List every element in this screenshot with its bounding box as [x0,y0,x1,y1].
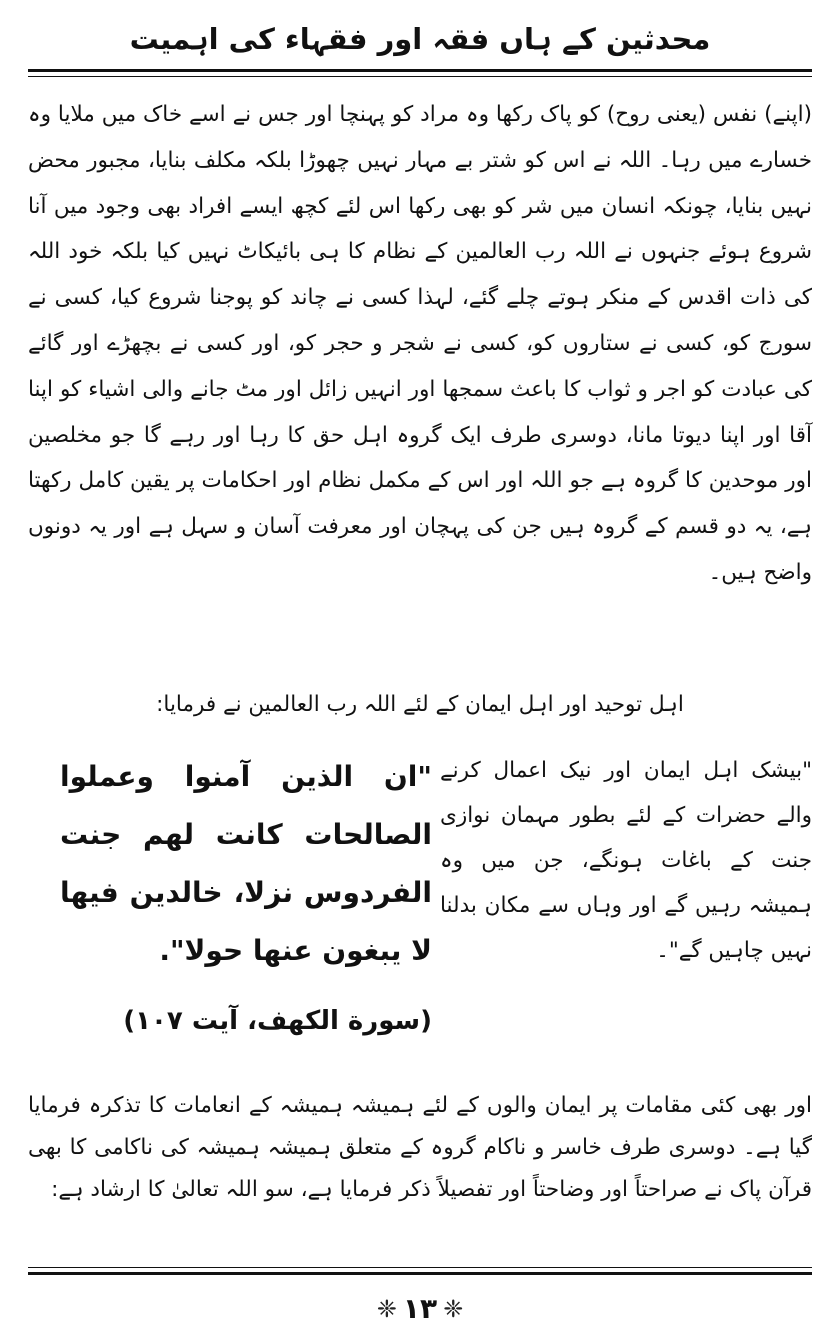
footer-rule-thin [28,1267,812,1268]
header-rule-thick [28,69,812,72]
body-paragraph [28,92,812,596]
body-paragraph-text: (اپنے) نفس (یعنی روح) کو پاک رکھا وہ مراد کو پہنچا اور جس نے اسے خاک میں ملایا وہ خسارے میں رہا۔ اللہ نے اس کو شتر بے مہار نہیں چھوڑا بلکہ مکلف بنایا، مجبور محض نہیں بنایا، چونکہ انسان میں شر کو بھی رکھا اس لئے کچھ ایسے افراد بھی وجود میں آنا شروع ہوئے جنہوں نے اللہ رب العالمین کے نظام کا ہی بائیکاٹ نہیں کیا بلکہ خود اللہ کی ذات اقدس کے منکر ہوتے چلے گئے، لہذا کسی نے چاند کو پوجنا شروع کیا، کسی نے سورج کو، کسی نے ستاروں کو، کسی نے شجر و حجر کو، اور کسی نے بچھڑے اور گائے کی عبادت کو اجر و ثواب کا باعث سمجھا اور انہیں زائل اور مٹ جانے والی اشیاء کو اپنا آقا اور اپنا دیوتا مانا، دوسری طرف ایک گروہ اہل حق کا رہا اور رہے گا جو مخلصین اور موحدین کا گروہ ہے جو اللہ اور اس کے مکمل نظام اور احکامات پر یقین کامل رکھتا ہے، یہ دو قسم کے گروہ ہیں جن کی پہچان اور معرفت آسان و سہل ہے اور یہ دونوں واضح ہیں۔ [28,102,812,585]
flourish-left-icon: ❈ [376,1295,397,1323]
flourish-right-icon: ❈ [443,1295,464,1323]
verse-translation: "بیشک اہل ایمان اور نیک اعمال کرنے والے حضرات کے لئے بطور مہمان نوازی جنت کے باغات ہونگے، جن میں وہ ہمیشہ رہیں گے اور وہاں سے مکان بدلنا نہیں چاہیں گے"۔ [440,758,812,963]
page-number: ۱۳ [402,1292,438,1325]
quran-verse-arabic: "ان الذین آمنوا وعملوا الصالحات کانت لھم جنت الفردوس نزلا، خالدین فیھا لا یبغون عنھا حولا". [60,760,432,967]
header-rule-thin [28,76,812,77]
closing-paragraph: اور بھی کئی مقامات پر ایمان والوں کے لئے ہمیشہ ہمیشہ کے انعامات کا تذکرہ فرمایا گیا ہے۔ دوسری طرف خاسر و ناکام گروہ کے متعلق ہمیشہ ہمیشہ کی ناکامی کا بھی قرآن پاک نے صراحتاً اور وضاحتاً اور تفصیلاً ذکر فرمایا ہے، سو اللہ تعالیٰ کا ارشاد ہے: [28,1093,812,1202]
verse-intro-line: اہل توحید اور اہل ایمان کے لئے اللہ رب العالمین نے فرمایا: [156,692,684,717]
footer-rule-thick [28,1272,812,1275]
running-title: محدثین کے ہاں فقہ اور فقہاء کی اہمیت [129,22,711,56]
quran-verse-reference: (سورة الکهف، آیت ۱۰۷) [123,1006,432,1036]
page-number-block [0,1287,840,1331]
